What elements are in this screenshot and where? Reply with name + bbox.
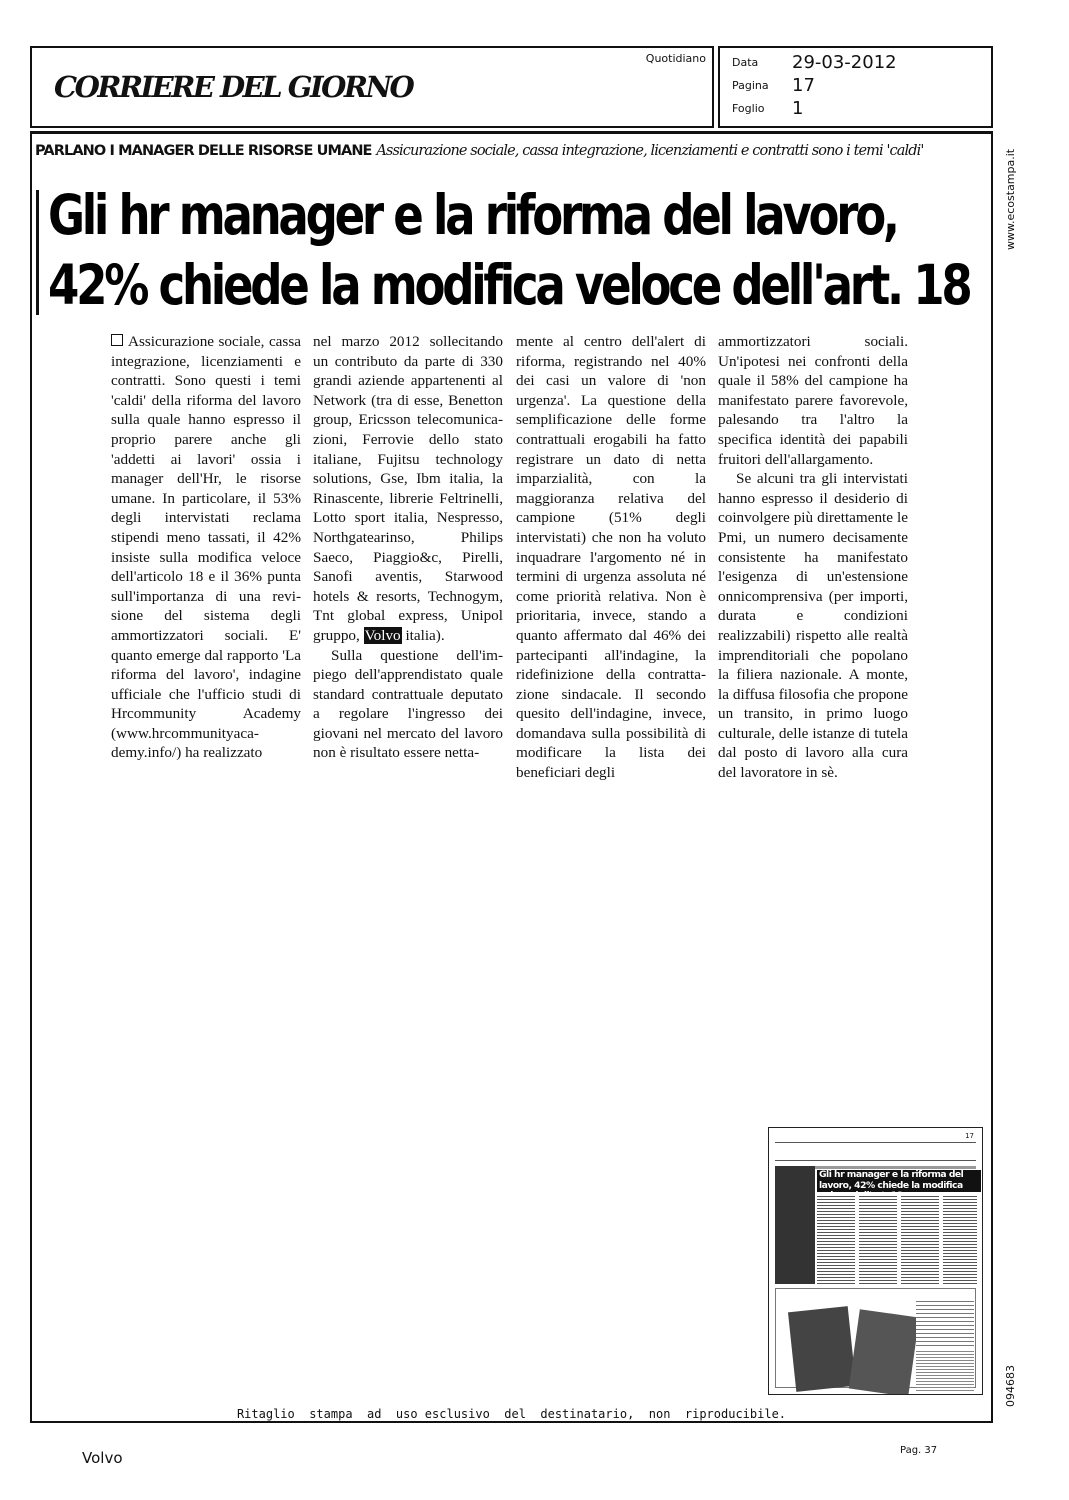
masthead-box bbox=[30, 46, 714, 128]
thumbnail-photo bbox=[775, 1166, 815, 1284]
thumbnail-text-column bbox=[817, 1196, 855, 1284]
thumbnail-page-number: 17 bbox=[965, 1132, 974, 1140]
kicker bbox=[35, 141, 987, 159]
thumbnail-advert-book bbox=[788, 1306, 856, 1392]
kicker-bold: PARLANO I MANAGER DELLE RISORSE UMANE bbox=[35, 143, 372, 159]
headline bbox=[48, 180, 970, 320]
meta-date bbox=[732, 52, 897, 73]
kicker-italic: Assicurazione sociale, cassa integrazione, licenziamenti e contratti sono i temi 'caldi' bbox=[376, 143, 924, 159]
side-url: www.ecostampa.it bbox=[1004, 148, 1017, 250]
thumbnail-strip bbox=[775, 1150, 976, 1161]
headline-line-1: Gli hr manager e la riforma del lavoro, bbox=[48, 183, 897, 247]
meta-sheet-label: Foglio bbox=[732, 102, 765, 115]
article-column-1 bbox=[111, 332, 301, 763]
masthead-title: CORRIERE DEL GIORNO bbox=[54, 70, 413, 104]
article-column-2 bbox=[313, 332, 503, 763]
column-3-text: mente al centro dell'alert di riforma, registrando nel 40% dei casi un valore di 'non urgenza'. La questione della semplificazione delle forme contrattuali erogabili ha fatto registrare un dato di netta imparzialità, con la maggioranza relativa del campione (51% degli intervistati) che non ha voluto inquadrare l'argomento né in termini di urgenza assoluta né come priorità relativa. Non è prioritaria, invece, stando a quanto affermato dal 46% dei partecipanti all'indagine, la ridefinizione della contrattazione sindacale. Il secondo quesito dell'indagine, invece, domandava sulla possibilità di modificare la lista dei beneficiari degli bbox=[516, 333, 706, 782]
article-column-4 bbox=[718, 332, 908, 783]
page-thumbnail bbox=[768, 1127, 983, 1395]
client-name: Volvo bbox=[82, 1449, 123, 1467]
meta-date-label: Data bbox=[732, 56, 759, 69]
highlighted-keyword: Volvo bbox=[364, 626, 401, 644]
meta-date-value: 29-03-2012 bbox=[792, 52, 897, 73]
thumbnail-advert-book bbox=[849, 1309, 920, 1395]
meta-box bbox=[718, 46, 993, 128]
column-1-text: Assicurazione sociale, cassa integrazione, licenziamenti e contratti. Sono questi i temi 'caldi' della riforma del lavoro sulla quale hanno espresso il proprio parere anche gli 'addetti ai lavori' ossia i manager dell'Hr, le risorse umane. In particolare, il 53% degli intervistati reclama stipendi meno tassati, il 42% insiste sulla modifica veloce dell'articolo 18 e il 36% punta sull'importanza di una revisione del sistema degli ammortizzatori sociali. E' quanto emerge dal rapporto 'La riforma del lavoro', indagine ufficiale che l'ufficio studi di Hrcommunity Academy (www.hrcommunityacademy.info/) ha realizzato bbox=[111, 333, 301, 762]
thumbnail-headline: Gli hr manager e la riforma del lavoro, 42% chiede la modifica bbox=[817, 1170, 981, 1192]
column-2-text-a: nel marzo 2012 sollecitando un contributo da parte di 330 grandi aziende appartenenti al Network (tra di esse, Benetton group, Ericsson telecomunicazioni, Ferrovie dello stato italiane, Fujitsu technology solutions, Gse, Ibm italia, la Rinascente, librerie Feltrinelli, Lotto sport italia, Nespresso, Northgatearinso, Philips Saeco, Piaggio&c, Pirelli, Sanofi aventis, Starwood hotels & resorts, Technogym, Tnt global express, Unipol gruppo, bbox=[313, 333, 503, 644]
column-4-paragraph-1: ammortizzatori sociali. Un'ipotesi nei confronti della quale il 58% del campione ha manifestato parere favorevole, palesando tra l'altro la specifica identità dei papabili fruitori dell'allargamento. bbox=[718, 333, 908, 468]
meta-sheet-value: 1 bbox=[792, 98, 804, 119]
article-column-3 bbox=[516, 332, 706, 783]
meta-page-value: 17 bbox=[792, 75, 815, 96]
side-code: 094683 bbox=[1004, 1365, 1017, 1407]
checkbox-bullet-icon bbox=[111, 334, 123, 346]
headline-line-2: 42% chiede la modifica veloce dell'art. 18 bbox=[48, 253, 970, 317]
thumbnail-text-column bbox=[943, 1196, 977, 1284]
thumbnail-advert bbox=[775, 1288, 976, 1388]
column-2-paragraph-2: Sulla questione dell'impiego dell'apprendistato quale standard contrattuale deputato a regolare l'ingresso dei giovani nel mercato del lavoro non è risultato essere netta- bbox=[313, 646, 503, 762]
thumbnail-text-column bbox=[901, 1196, 939, 1284]
column-2-text-b: italia). bbox=[405, 626, 445, 644]
thumbnail-advert-text bbox=[916, 1301, 974, 1349]
meta-page bbox=[732, 75, 815, 96]
meta-page-label: Pagina bbox=[732, 79, 769, 92]
thumbnail-text-column bbox=[859, 1196, 897, 1284]
thumbnail-advert-text bbox=[916, 1351, 974, 1393]
column-4-paragraph-2: Se alcuni tra gli intervistati hanno espresso il desiderio di coinvolgere più direttamente le Pmi, un numero decisamente consistente ha manifestato l'esigenza di un'estensione onnicomprensiva (per importi, durata e condizioni realizzabili) rispetto alle realtà imprenditoriali che popolano la filiera nazionale. A monte, la diffusa filosofia che propone un transito, in primo luogo culturale, delle istanze di tutela dal posto di lavoro alla cura del lavoratore in sè. bbox=[718, 470, 908, 782]
publication-type: Quotidiano bbox=[645, 52, 706, 65]
reproduction-notice: Ritaglio stampa ad uso esclusivo del destinatario, non riproducibile. bbox=[236, 1407, 787, 1421]
headline-rule bbox=[36, 190, 39, 315]
thumbnail-top-rule bbox=[775, 1134, 976, 1143]
page-number: Pag. 37 bbox=[900, 1445, 938, 1456]
meta-sheet bbox=[732, 98, 803, 119]
